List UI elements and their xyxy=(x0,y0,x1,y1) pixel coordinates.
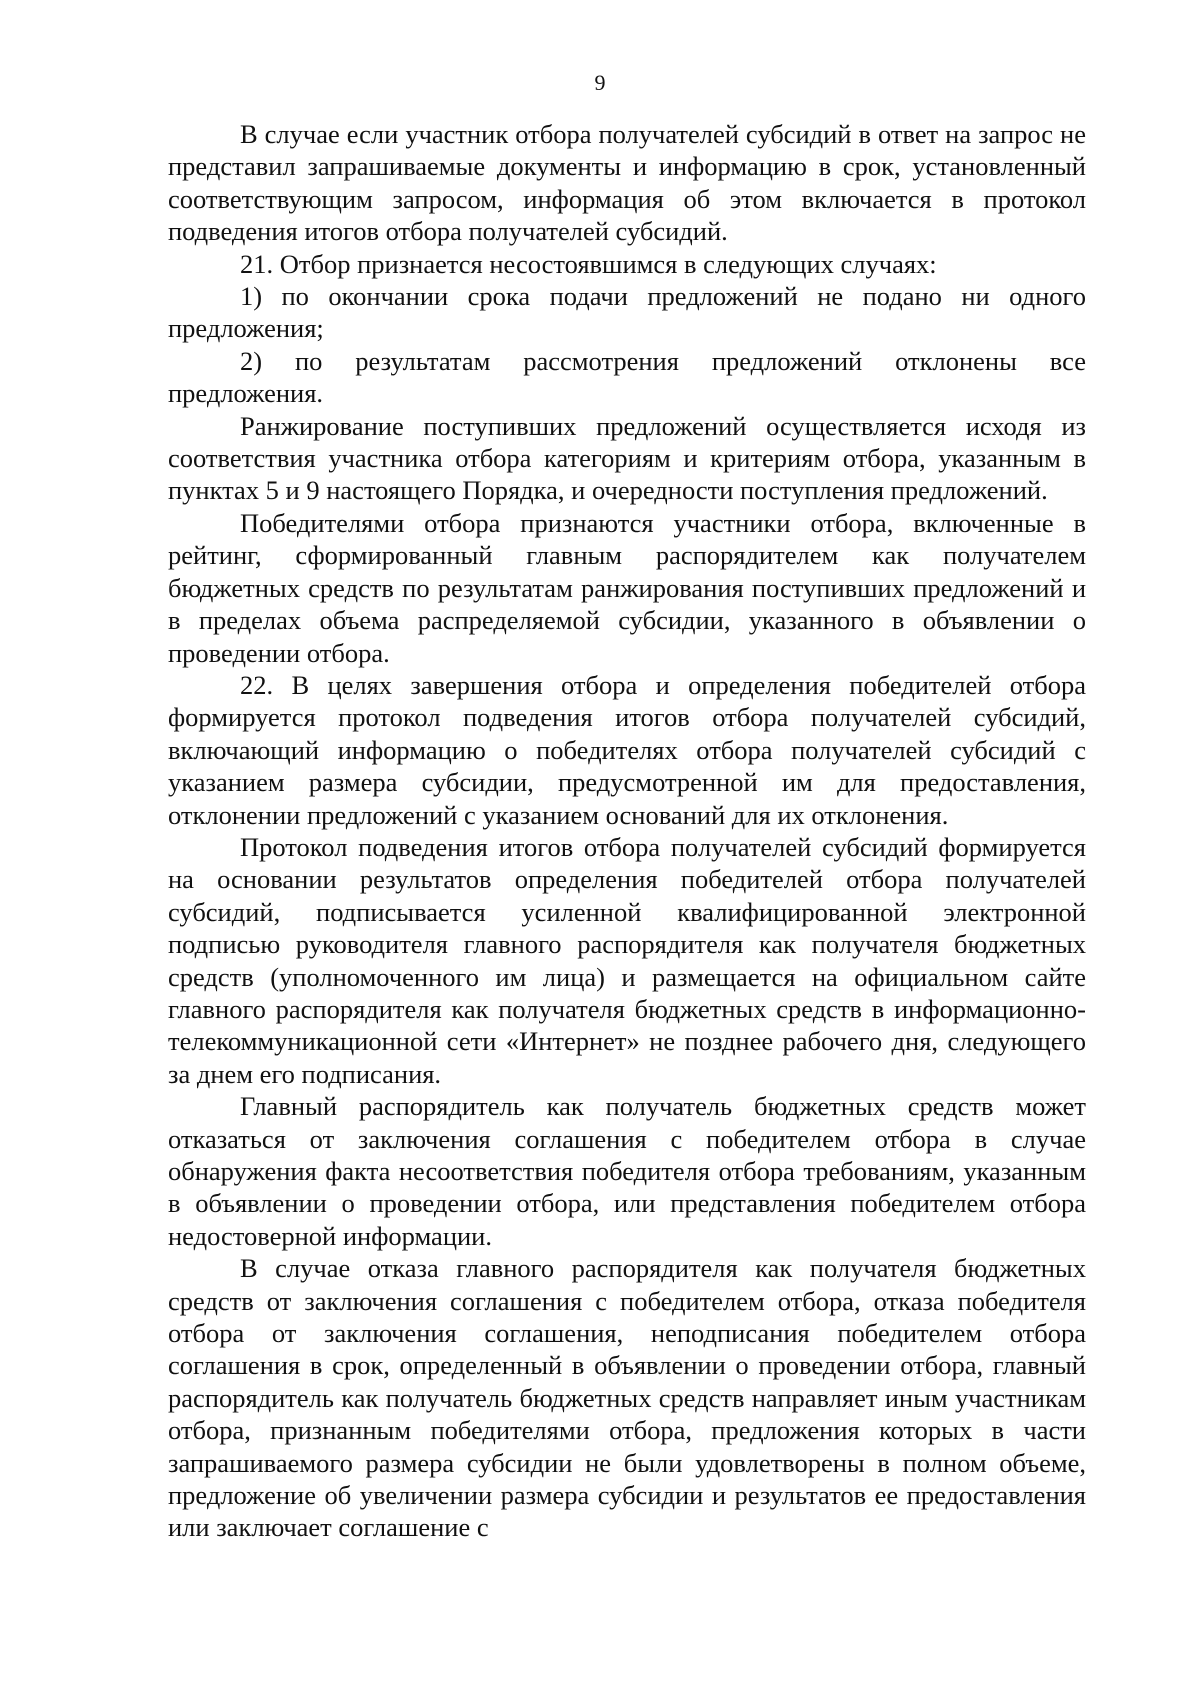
paragraph-ranking: Ранжирование поступивших предложений осуществляется исходя из соответствия участника отбора категориям и критериям отбора, указанным в пунктах 5 и 9 настоящего Порядка, и очередности поступления предложений. xyxy=(168,410,1086,506)
document-body xyxy=(168,118,1086,1544)
paragraph-protocol-signing: Протокол подведения итогов отбора получателей субсидий формируется на основании результатов определения победителей отбора получателей субсидий, подписывается усиленной квалифицированной электронной подписью руководителя главного распорядителя как получателя бюджетных средств (уполномоченного им лица) и размещается на официальном сайте главного распорядителя как получателя бюджетных средств в информационно-телекоммуникационной сети «Интернет» не позднее рабочего дня, следующего за днем его подписания. xyxy=(168,831,1086,1089)
paragraph-case-1: 1) по окончании срока подачи предложений не подано ни одного предложения; xyxy=(168,281,1086,344)
paragraph-21-failed-selection: 21. Отбор признается несостоявшимся в следующих случаях: xyxy=(240,248,937,279)
paragraph-missing-documents: В случае если участник отбора получателей субсидий в ответ на запрос не представил запрашиваемые документы и информацию в срок, установленный соответствующим запросом, информация об этом включается в протокол подведения итогов отбора получателей субсидий. xyxy=(168,119,1086,247)
paragraph-refusal-consequences: В случае отказа главного распорядителя как получателя бюджетных средств от заключения соглашения с победителем отбора, отказа победителя отбора от заключения соглашения, неподписания победителем отбора соглашения в срок, определенный в объявлении о проведении отбора, главный распорядитель как получатель бюджетных средств направляет иным участникам отбора, признанным победителями отбора, предложения которых в части запрашиваемого размера субсидии не были удовлетворены в полном объеме, предложение об увеличении размера субсидии и результатов ее предоставления или заключает соглашение с xyxy=(168,1253,1086,1543)
paragraph-22-protocol: 22. В целях завершения отбора и определения победителей отбора формируется протокол подведения итогов отбора получателей субсидий, включающий информацию о победителях отбора получателей субсидий с указанием размера субсидии, предусмотренной им для предоставления, отклонении предложений с указанием оснований для их отклонения. xyxy=(168,669,1086,830)
page-number: 9 xyxy=(594,70,606,95)
paragraph-refusal: Главный распорядитель как получатель бюджетных средств может отказаться от заключения соглашения с победителем отбора в случае обнаружения факта несоответствия победителя отбора требованиям, указанным в объявлении о проведении отбора, или представления победителем отбора недостоверной информации. xyxy=(168,1091,1086,1251)
paragraph-winners: Победителями отбора признаются участники отбора, включенные в рейтинг, сформированный главным распорядителем как получателем бюджетных средств по результатам ранжирования поступивших предложений и в пределах объема распределяемой субсидии, указанного в объявлении о проведении отбора. xyxy=(168,507,1086,668)
paragraph-case-2: 2) по результатам рассмотрения предложений отклонены все предложения. xyxy=(168,345,1086,409)
